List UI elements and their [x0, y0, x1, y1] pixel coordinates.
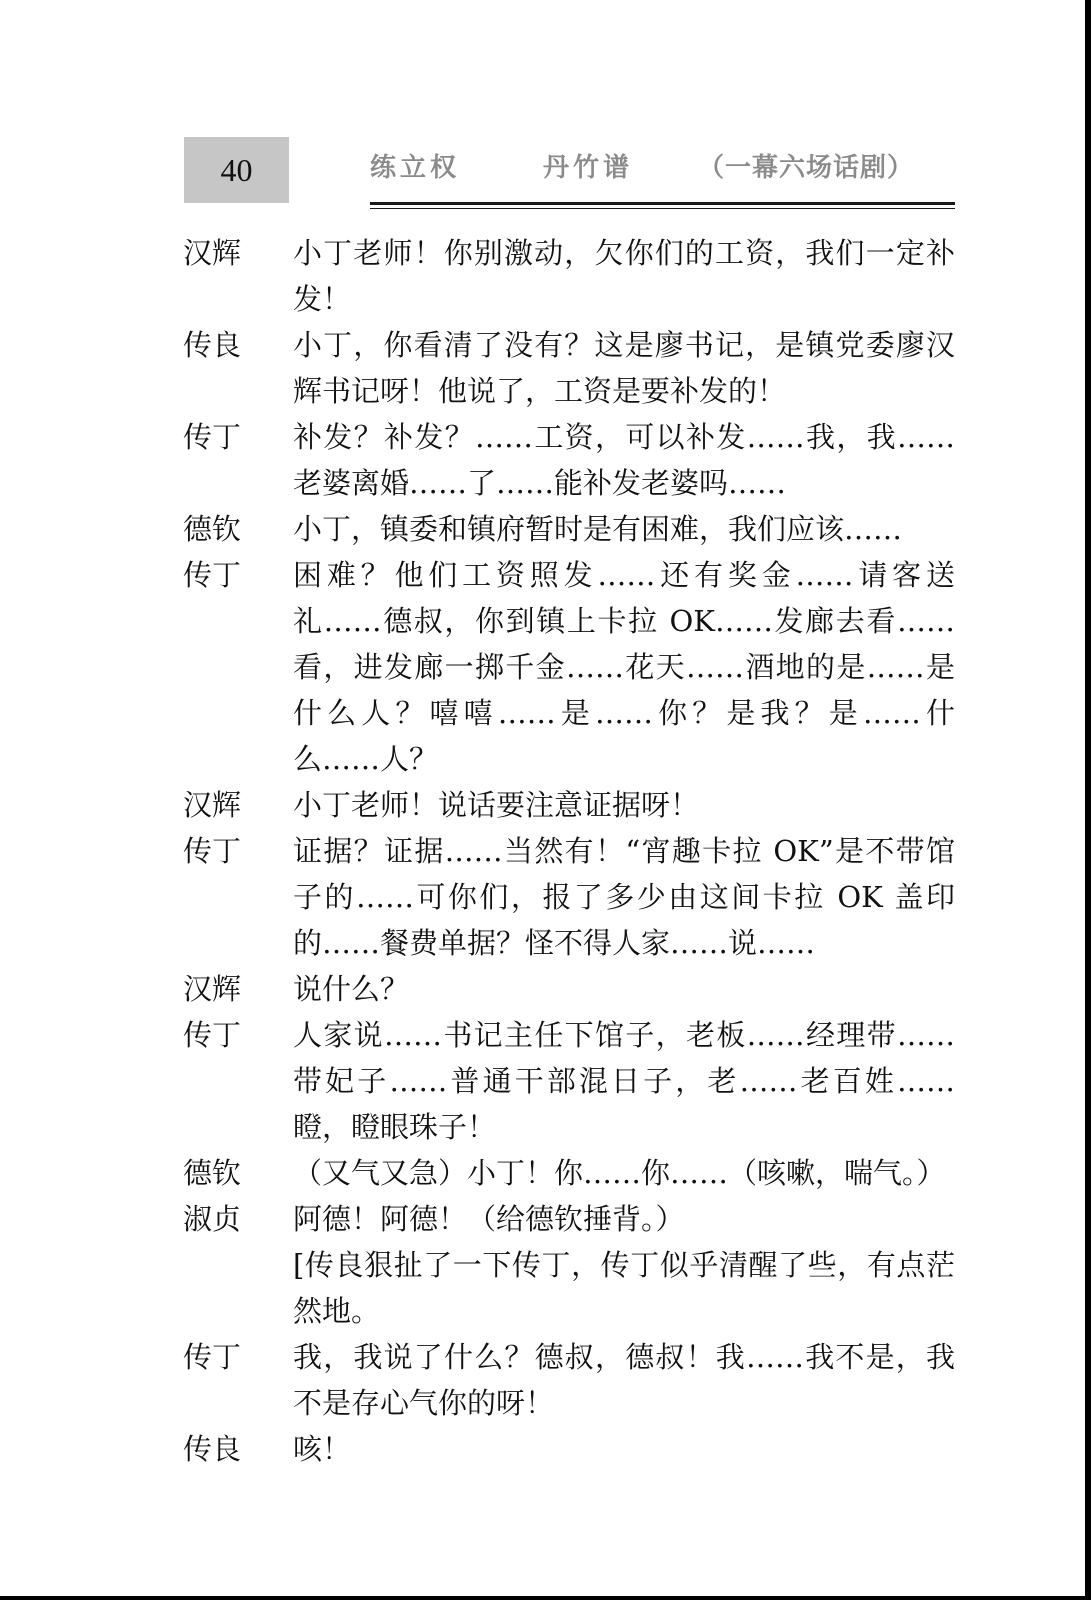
dialogue-body [175, 230, 955, 1472]
scan-edge-bottom [0, 1596, 1091, 1600]
speech [293, 230, 955, 322]
dialogue-entry [175, 552, 955, 782]
speech-line: 老婆离婚……了……能补发老婆吗…… [293, 466, 787, 500]
speech-line: 小丁，镇委和镇府暂时是有困难，我们应该…… [293, 512, 903, 546]
speech [293, 1426, 955, 1472]
speaker-name: 汉辉 [183, 236, 242, 270]
speech-line: 证据？证据……当然有！“宵趣卡拉 OK”是不带馆 [293, 834, 955, 868]
speech-line: （又气又急）小丁！你……你……（咳嗽，喘气。） [293, 1156, 946, 1190]
page-number-text: 40 [220, 151, 253, 188]
speech [293, 1150, 955, 1196]
speaker-name: 德钦 [183, 512, 242, 546]
speech [293, 1012, 955, 1150]
dialogue-entry [175, 322, 955, 414]
running-head [370, 147, 960, 187]
page-number [184, 137, 289, 203]
speech [293, 782, 955, 828]
speaker-name: 淑贞 [183, 1202, 242, 1236]
speech-line: 的……餐费单据？怪不得人家……说…… [293, 926, 816, 960]
header-rule-thick [370, 202, 955, 205]
dialogue-entry [175, 414, 955, 506]
speech-line: 补发？补发？……工资，可以补发……我，我…… [293, 420, 955, 454]
speaker-name: 传良 [183, 328, 242, 362]
speech [293, 552, 955, 782]
speaker-name: 德钦 [183, 1156, 242, 1190]
speaker-name: 传丁 [183, 558, 242, 592]
stage-direction-line: 然地。 [293, 1294, 381, 1328]
stage-direction-text [293, 1242, 955, 1334]
speaker-name: 传丁 [183, 834, 242, 868]
speech-line: 发！ [293, 282, 352, 316]
speech-line: 看，进发廊一掷千金……花天……酒地的是……是 [293, 650, 955, 684]
speaker-name: 传丁 [183, 1340, 242, 1374]
dialogue-entry [175, 782, 955, 828]
speech-line: 子的……可你们，报了多少由这间卡拉 OK 盖印 [293, 880, 955, 914]
stage-direction [175, 1242, 955, 1334]
speech [293, 1196, 955, 1242]
dialogue-entry [175, 230, 955, 322]
speech [293, 322, 955, 414]
header-rule-thin [370, 208, 955, 209]
dialogue-entry [175, 1334, 955, 1426]
dialogue-entry [175, 1426, 955, 1472]
speech-line: 不是存心气你的呀！ [293, 1386, 555, 1420]
speech-line: 咳！ [293, 1432, 352, 1466]
speech-line: 小丁老师！你别激动，欠你们的工资，我们一定补 [293, 236, 955, 270]
speech-line: 么……人？ [293, 742, 439, 776]
stage-direction-line: [传良狠扯了一下传丁，传丁似乎清醒了些，有点茫 [293, 1248, 955, 1282]
speaker-name: 汉辉 [183, 788, 242, 822]
dialogue-entry [175, 828, 955, 966]
speaker-name: 传良 [183, 1432, 242, 1466]
speech [293, 506, 955, 552]
speech [293, 1334, 955, 1426]
speaker-name: 传丁 [183, 420, 242, 454]
running-head-title: 丹竹谱 [543, 153, 634, 183]
speech [293, 966, 955, 1012]
speech-line: 我，我说了什么？德叔，德叔！我……我不是，我 [293, 1340, 955, 1374]
speech [293, 828, 955, 966]
speech-line: 礼……德叔，你到镇上卡拉 OK……发廊去看…… [293, 604, 955, 638]
speech-line: 人家说……书记主任下馆子，老板……经理带…… [293, 1018, 955, 1052]
speech-line: 说什么？ [293, 972, 410, 1006]
speech-line: 带妃子……普通干部混日子，老……老百姓…… [293, 1064, 955, 1098]
running-head-author: 练立权 [370, 153, 461, 183]
speech [293, 414, 955, 506]
speech-line: 困难？他们工资照发……还有奖金……请客送 [293, 558, 955, 592]
dialogue-entry [175, 1196, 955, 1242]
dialogue-entry [175, 966, 955, 1012]
dialogue-entry [175, 506, 955, 552]
scan-edge-right [1085, 0, 1091, 1600]
speech-line: 小丁，你看清了没有？这是廖书记，是镇党委廖汉 [293, 328, 955, 362]
speech-line: 阿德！阿德！（给德钦捶背。） [293, 1202, 685, 1236]
dialogue-entry [175, 1150, 955, 1196]
speech-line: 小丁老师！说话要注意证据呀！ [293, 788, 700, 822]
speech-line: 瞪，瞪眼珠子！ [293, 1110, 497, 1144]
dialogue-entry [175, 1012, 955, 1150]
speech-line: 辉书记呀！他说了，工资是要补发的！ [293, 374, 787, 408]
speaker-name: 传丁 [183, 1018, 242, 1052]
running-head-subtitle: （一幕六场话剧） [698, 153, 915, 183]
speech-line: 什么人？嘻嘻……是……你？是我？是……什 [293, 696, 955, 730]
speaker-name: 汉辉 [183, 972, 242, 1006]
